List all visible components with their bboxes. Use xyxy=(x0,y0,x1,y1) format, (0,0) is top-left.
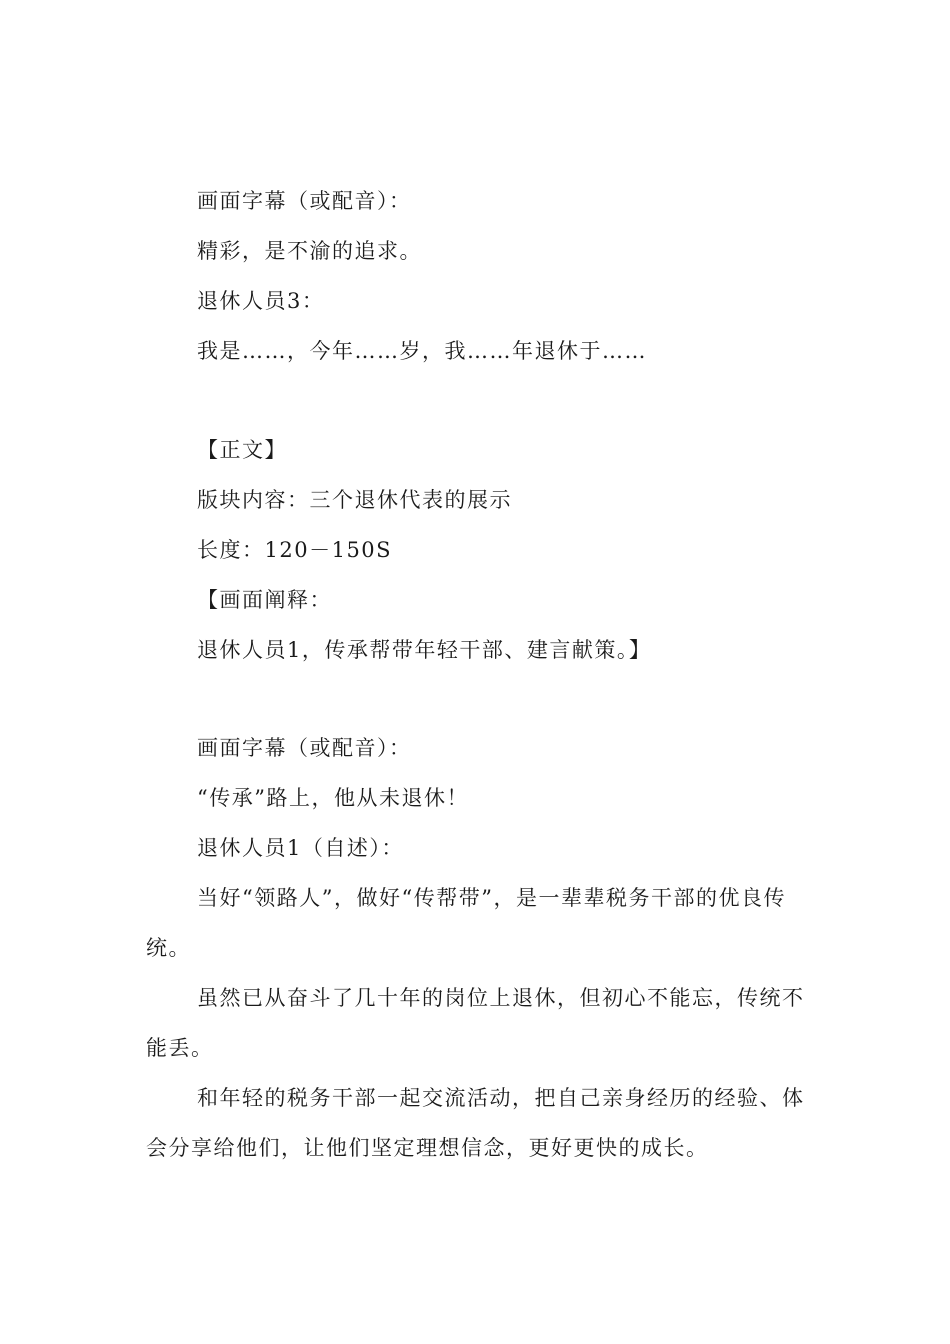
body-paragraph: 和年轻的税务干部一起交流活动，把自己亲身经历的经验、体会分享给他们，让他们坚定理想信念，更好更快的成长。 xyxy=(146,1086,805,1160)
body-paragraph: 当好“领路人”，做好“传帮带”，是一辈辈税务干部的优良传统。 xyxy=(146,886,786,960)
caption-label: 画面字幕（或配音）： xyxy=(197,736,412,760)
section-length: 长度：120－150S xyxy=(197,538,393,562)
caption-text: 精彩，是不渝的追求。 xyxy=(197,239,422,263)
caption-text: “传承”路上，他从未退休！ xyxy=(197,786,469,810)
section-content: 版块内容：三个退休代表的展示 xyxy=(197,488,512,512)
scene-explanation-label: 【画面阐释： xyxy=(197,588,332,612)
speaker-label: 退休人员1（自述）： xyxy=(197,836,404,860)
speaker-line: 我是……，今年……岁，我……年退休于…… xyxy=(197,339,647,363)
body-paragraph: 虽然已从奋斗了几十年的岗位上退休，但初心不能忘，传统不能丢。 xyxy=(146,986,805,1060)
section-heading: 【正文】 xyxy=(197,438,287,462)
caption-label: 画面字幕（或配音）： xyxy=(197,189,412,213)
scene-explanation-text: 退休人员1，传承帮带年轻干部、建言献策。】 xyxy=(197,638,652,662)
speaker-label: 退休人员3： xyxy=(197,289,325,313)
